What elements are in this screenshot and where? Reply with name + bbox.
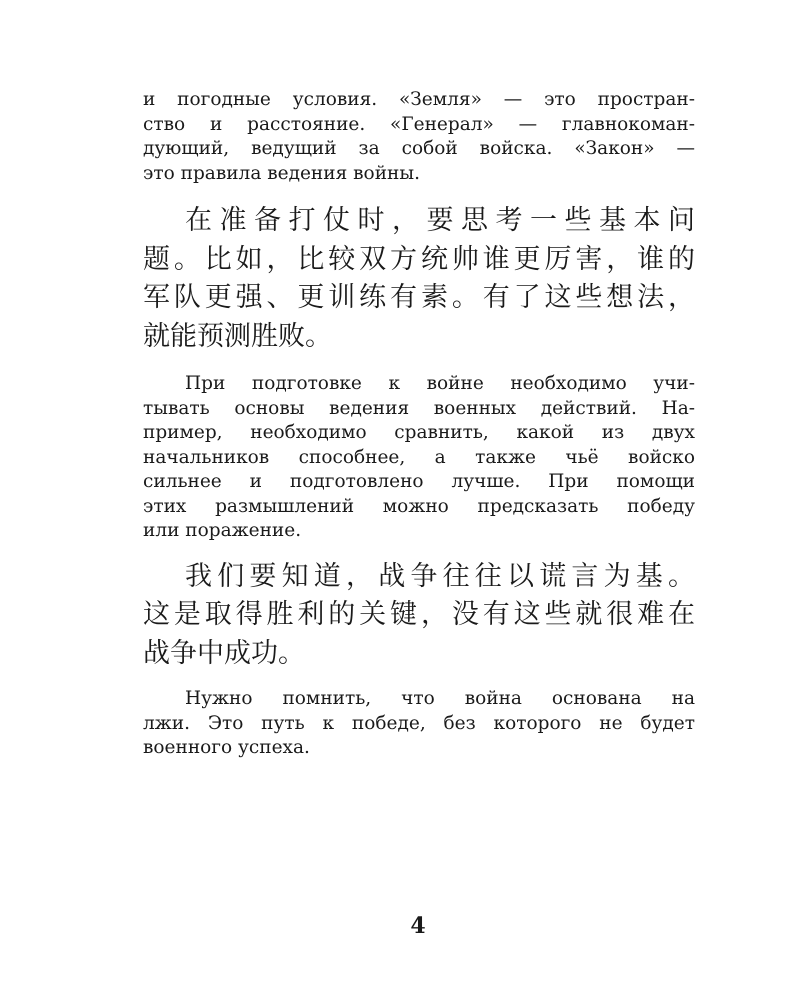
text-line: начальников способнее, а также чьё войско <box>143 446 695 468</box>
text-line: пример, необходимо сравнить, какой из двух <box>143 422 695 443</box>
text-line: тывать основы ведения военных действий. На- <box>143 397 695 419</box>
text-line: сильнее и подготовлено лучше. При помощи <box>143 471 695 492</box>
russian-paragraph-3 <box>143 687 695 761</box>
text-line: это правила ведения войны. <box>143 162 420 184</box>
text-line: 这是取得胜利的关键，没有这些就很难在 <box>143 599 695 630</box>
text-line: Нужно помнить, что война основана на <box>185 688 695 709</box>
text-line: лжи. Это путь к победе, без которого не будет <box>143 712 695 734</box>
text-line: военного успеха. <box>143 737 310 758</box>
page-number: 4 <box>410 913 426 939</box>
chinese-paragraph-2 <box>143 558 695 674</box>
text-line: ство и расстояние. «Генерал» — главнокоман- <box>143 113 695 135</box>
text-line: 战争中成功。 <box>143 637 305 669</box>
text-line: 我们要知道，战争往往以谎言为基。 <box>185 560 695 592</box>
chinese-paragraph-1 <box>143 202 695 356</box>
text-line: 就能预测胜败。 <box>143 320 332 352</box>
text-line: и погодные условия. «Земля» — это простран- <box>143 89 695 110</box>
text-line: 军队更强、更训练有素。有了这些想法， <box>143 282 695 313</box>
russian-paragraph-1 <box>143 88 695 186</box>
text-line: 题。比如，比较双方统帅谁更厉害，谁的 <box>143 243 695 275</box>
page-body <box>143 88 695 761</box>
russian-paragraph-2 <box>143 372 695 544</box>
text-line: или поражение. <box>143 520 302 541</box>
text-line: 在准备打仗时，要思考一些基本问 <box>185 205 695 236</box>
text-line: этих размышлений можно предсказать победу <box>143 495 695 517</box>
text-line: дующий, ведущий за собой войска. «Закон» — <box>143 138 695 159</box>
text-line: При подготовке к войне необходимо учи- <box>185 373 695 394</box>
